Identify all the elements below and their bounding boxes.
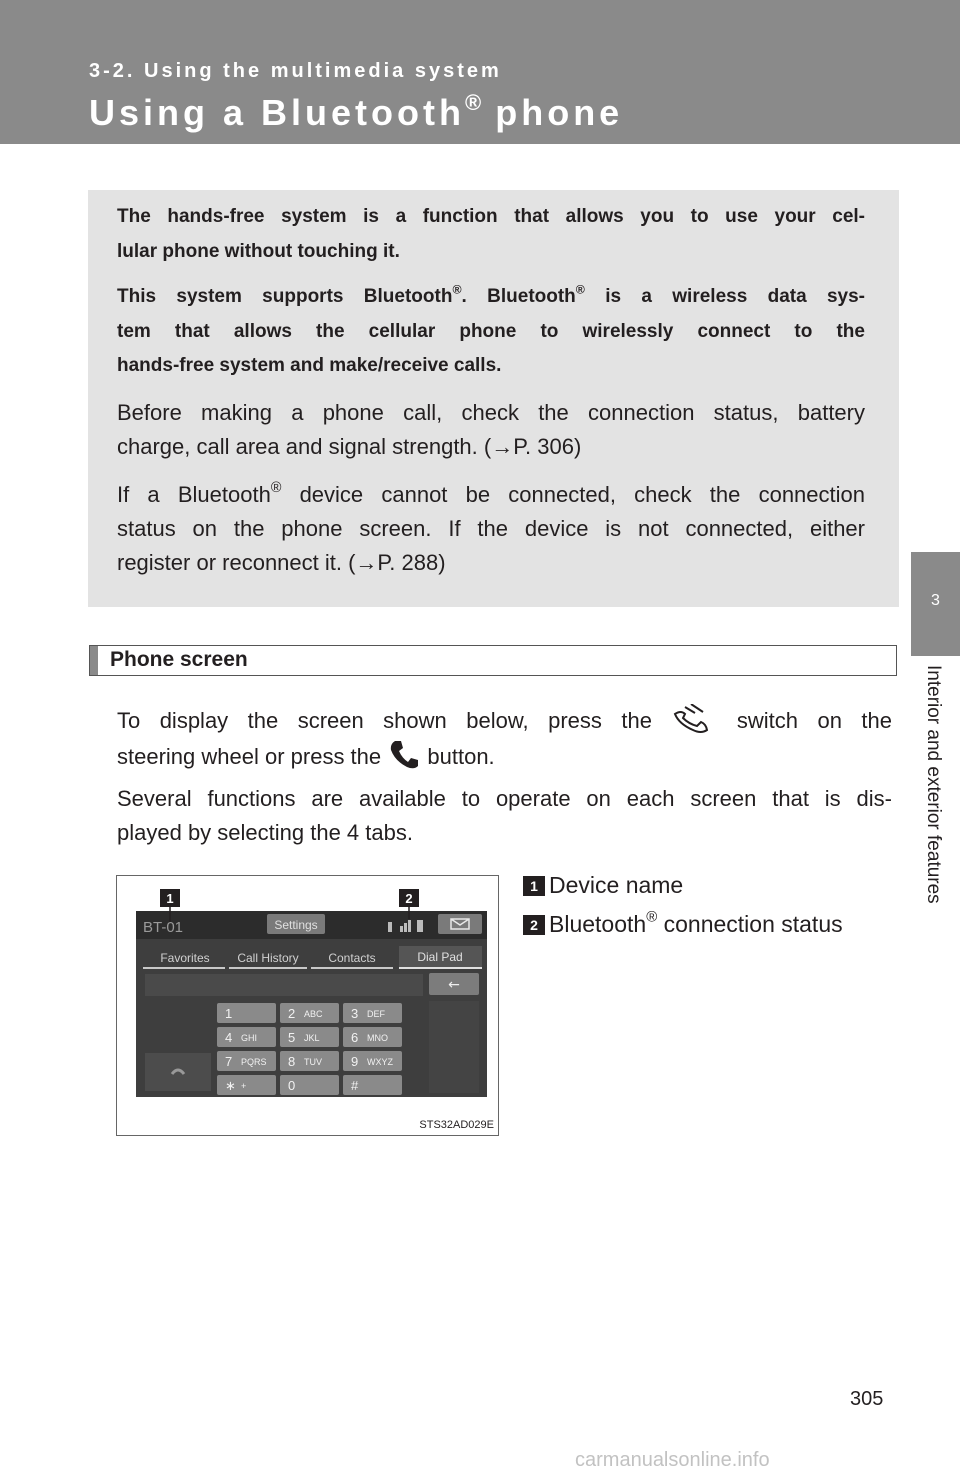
intro-line: The hands-free system is a function that allows you to use your cel- — [117, 206, 865, 227]
keypad-digit: 5 — [288, 1030, 296, 1045]
keypad-digit: 7 — [225, 1054, 233, 1069]
call-button — [145, 1053, 211, 1091]
body-line: played by selecting the 4 tabs. — [117, 820, 413, 845]
keypad-digit: 1 — [225, 1006, 233, 1021]
keypad-digit: 3 — [351, 1006, 359, 1021]
page-title-tail: phone — [481, 92, 624, 133]
keypad-digit: 0 — [288, 1078, 296, 1093]
keypad-digit: 2 — [288, 1006, 296, 1021]
keypad-letters: PQRS — [241, 1057, 267, 1067]
keypad-letters: ABC — [304, 1009, 323, 1019]
tab-contacts: Contacts — [328, 951, 376, 965]
intro-line: Before making a phone call, check the connection status, battery — [117, 400, 865, 425]
figure-code: STS32AD029E — [419, 1119, 494, 1131]
keypad-letters: DEF — [367, 1009, 385, 1019]
steering-phone-switch-icon — [671, 704, 717, 740]
keypad-digit: ∗ — [225, 1078, 236, 1093]
body-line: To display the screen shown below, press the switch on the — [117, 704, 892, 740]
watermark: carmanualsonline.info — [575, 1449, 770, 1471]
legend-item-device-name: 1 Device name — [523, 872, 683, 899]
intro-line: hands-free system and make/receive calls. — [117, 355, 502, 376]
body-line: Several functions are available to operate on each screen that is dis- — [117, 786, 892, 811]
keypad-digit: 6 — [351, 1030, 359, 1045]
callout-2-label: 2 — [405, 891, 413, 906]
keypad-digit: 9 — [351, 1054, 359, 1069]
intro-line: charge, call area and signal strength. (→P. 306) — [117, 434, 582, 459]
keypad-digit: # — [351, 1078, 359, 1093]
keypad-letters: GHI — [241, 1033, 258, 1043]
chapter-tab[interactable] — [911, 552, 960, 656]
intro-line: lular phone without touching it. — [117, 241, 400, 262]
keypad-letters: MNO — [367, 1033, 388, 1043]
page-title-main: Using a Bluetooth — [89, 92, 465, 133]
keypad-digit: 8 — [288, 1054, 296, 1069]
legend-badge: 2 — [523, 915, 545, 935]
keypad-letters: WXYZ — [367, 1057, 393, 1067]
backspace-icon: ← — [448, 977, 460, 993]
chapter-number: 3 — [931, 592, 940, 609]
chapter-label: Interior and exterior features — [923, 665, 944, 904]
intro-line: register or reconnect it. (→P. 288) — [117, 550, 446, 575]
tab-dial-pad: Dial Pad — [417, 950, 463, 964]
intro-line: If a Bluetooth® device cannot be connected, check the connection — [117, 480, 865, 507]
tab-favorites: Favorites — [160, 951, 210, 965]
section-label: 3-2. Using the multimedia system — [89, 60, 502, 82]
message-button — [438, 914, 482, 934]
subheading-bar — [90, 646, 98, 675]
intro-line: tem that allows the cellular phone to wirelessly connect to the — [117, 321, 865, 342]
legend-item-bluetooth-status: 2 Bluetooth® connection status — [523, 911, 843, 938]
phone-screen-figure — [116, 875, 499, 1136]
settings-button-label: Settings — [274, 918, 318, 932]
phone-button-icon — [387, 738, 421, 778]
keypad-letters: JKL — [304, 1033, 320, 1043]
page-number: 305 — [850, 1388, 884, 1410]
subheading-phone-screen — [89, 645, 897, 676]
keypad-letters: + — [241, 1081, 247, 1091]
intro-line: status on the phone screen. If the device is not connected, either — [117, 516, 865, 541]
page-title — [89, 90, 623, 134]
legend-badge: 1 — [523, 876, 545, 896]
subheading-label: Phone screen — [110, 648, 248, 671]
keypad-letters: TUV — [304, 1057, 322, 1067]
body-line: steering wheel or press the button. — [117, 738, 557, 778]
tab-call-history: Call History — [237, 951, 299, 965]
callout-1-label: 1 — [166, 891, 174, 906]
registered-mark: ® — [465, 90, 482, 115]
page-header — [0, 0, 960, 144]
keypad-digit: 4 — [225, 1030, 233, 1045]
device-name-label: BT-01 — [143, 919, 184, 936]
intro-line: This system supports Bluetooth®. Bluetooth® is a wireless data sys- — [117, 282, 866, 307]
